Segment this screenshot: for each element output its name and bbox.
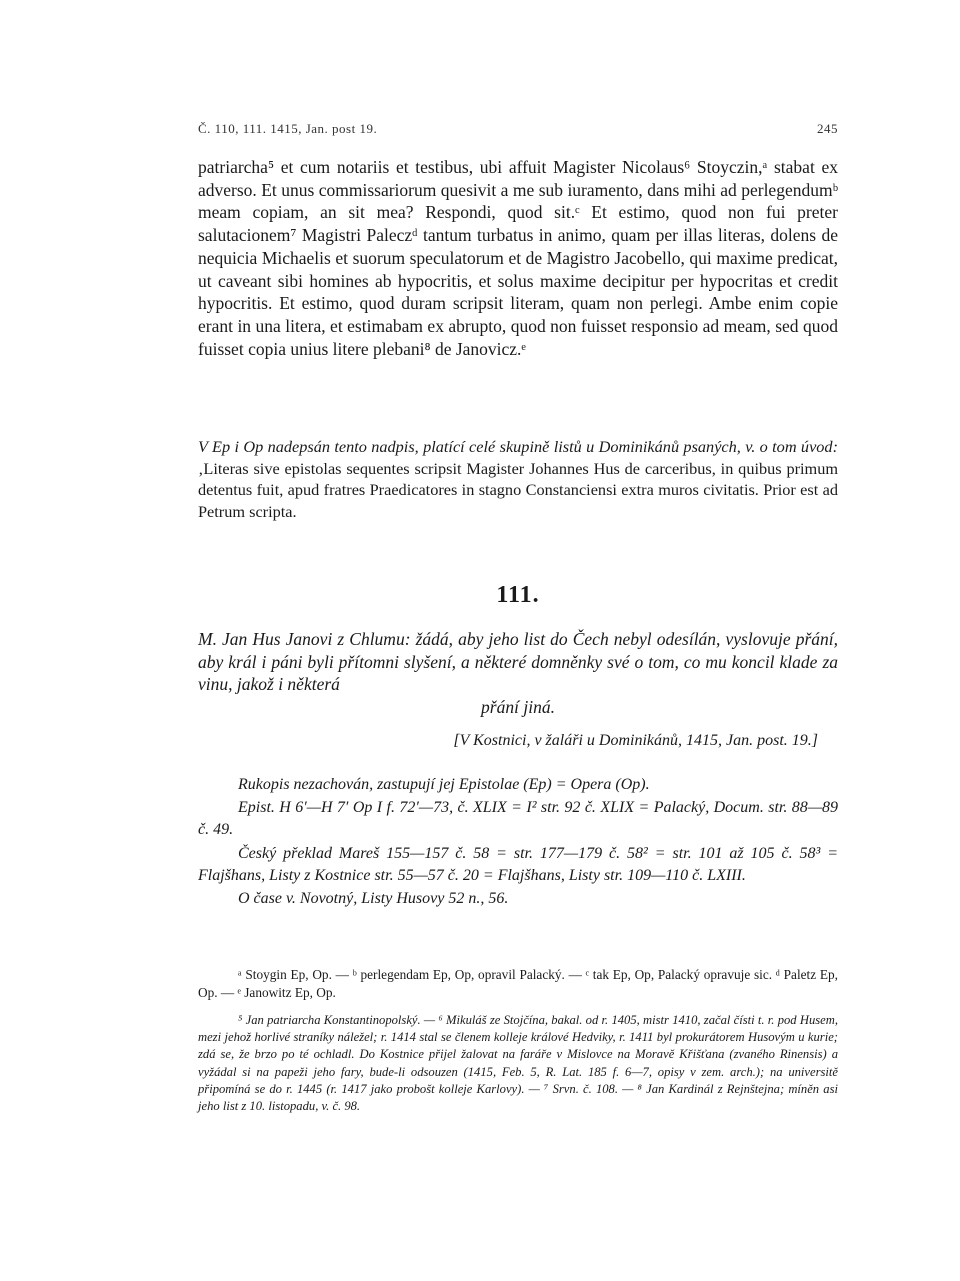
source-line: Český překlad Mareš 155—157 č. 58 = str. 177—179 č. 58² = str. 101 až 105 č. 58³ = Flajšhans, Listy z Kostnice str. 55—57 č. 20 = Flajšhans, Listy str. 109—110 č. LXIII.: [198, 844, 838, 884]
source-line: Epist. H 6′—H 7′ Op I f. 72′—73, č. XLIX = I² str. 92 č. XLIX = Palacký, Docum. str. 88—89 č. 49.: [198, 799, 838, 839]
running-header: [198, 121, 838, 139]
letter-text: patriarcha⁵ et cum notariis et testibus, ubi affuit Magister Nicolaus⁶ Stoyczin,ᵃ stabat ex adverso. Et unus commissariorum quesivit a me sub iuramento, dans mihi ad perlegendumᵇ meam copiam, an sit mea? Respondi, quod sit.ᶜ Et estimo, quod non fui preter salutacionem⁷ Magistri Paleczᵈ tantum turbatus in animo, quam per illas literas, dolens de nequicia Michaelis et suorum speculatorum et de Magistro Jacobello, qui maxime predicat, ut caveant sibi homines ab hypocritis, et solus maxime decipitur per hypocritas et credit hypocritis. Et estimo, quod duram scripsit literam, quam non perlegi. Ambe enim copie erant in una litera, et estimabam ex abrupto, quod non fuisset responsio ad meam, sed quod fuisset copia unius litere plebani⁸ de Janovicz.ᵉ: [198, 157, 838, 359]
sources: [198, 774, 838, 911]
header-reference: Č. 110, 111. 1415, Jan. post 19.: [198, 121, 378, 136]
footnotes-variants: [198, 966, 838, 1002]
intro-latin: ‚Literas sive epistolas sequentes scripsit Magister Johannes Hus de carceribus, in quibus primum detentus fuit, apud fratres Praedicatores in stagno Constanciensi extra muros civitatis. Prior est ad Petrum scripta.: [198, 458, 838, 521]
page: [198, 0, 838, 1281]
footnote-commentary-text: ⁵ Jan patriarcha Konstantinopolský. — ⁶ Mikuláš ze Stojčína, bakal. od r. 1405, mistr 1410, začal čísti t. r. pod Husem, mezi jehož horlivé straníky náležel; r. 1414 stal se členem kolleje králové Hedviky, r. 1411 byl prokurátorem Husovým u kurie; zdá se, že brzo po té ochladl. Do Kostnice přijel žalovat na faráře v Mislovce na Moravě Křišťana (zvaného Rinensis) a vyžádal si na papeži jeho fary, bude-li odsouzen (1415, Feb. 5, R. Lat. 185 f. 6—7, opisy v zem. arch.); na universitě připomíná se do r. 1445 (r. 1417 jako probošt kolleje Karlovy). — ⁷ Srvn. č. 108. — ⁸ Jan Kardinál z Rejnštejna; míněn asi jeho list z 10. listopadu, v. č. 98.: [198, 1013, 838, 1114]
intro-czech: V Ep i Op nadepsán tento nadpis, platící celé skupině listů u Dominikánů psaných, v. o tom úvod:: [198, 437, 838, 456]
regest-last-line: přání jiná.: [481, 696, 555, 717]
regest-text: M. Jan Hus Janovi z Chlumu: žádá, aby jeho list do Čech nebyl odesílán, vyslovuje přání, aby král i páni byli přítomni slyšení, a některé domněnky své o tom, co mu koncil klade za vinu, jakož i některá: [198, 629, 838, 694]
intro-note: [198, 436, 838, 522]
place-date: [V Kostnici, v žaláři u Dominikánů, 1415, Jan. post. 19.]: [453, 732, 818, 749]
regest: [198, 628, 838, 718]
footnote-variants-text: ᵃ Stoygin Ep, Op. — ᵇ perlegendam Ep, Op, opravil Palacký. — ᶜ tak Ep, Op, Palacký opravuje sic. ᵈ Paletz Ep, Op. — ᵉ Janowitz Ep, Op.: [198, 967, 838, 1000]
source-line: O čase v. Novotný, Listy Husovy 52 n., 56.: [238, 890, 509, 908]
document-number: 111.: [496, 582, 540, 608]
source-line: Rukopis nezachován, zastupují jej Epistolae (Ep) = Opera (Op).: [238, 776, 650, 793]
page-number: 245: [817, 121, 838, 136]
footnotes-commentary: [198, 1012, 838, 1115]
